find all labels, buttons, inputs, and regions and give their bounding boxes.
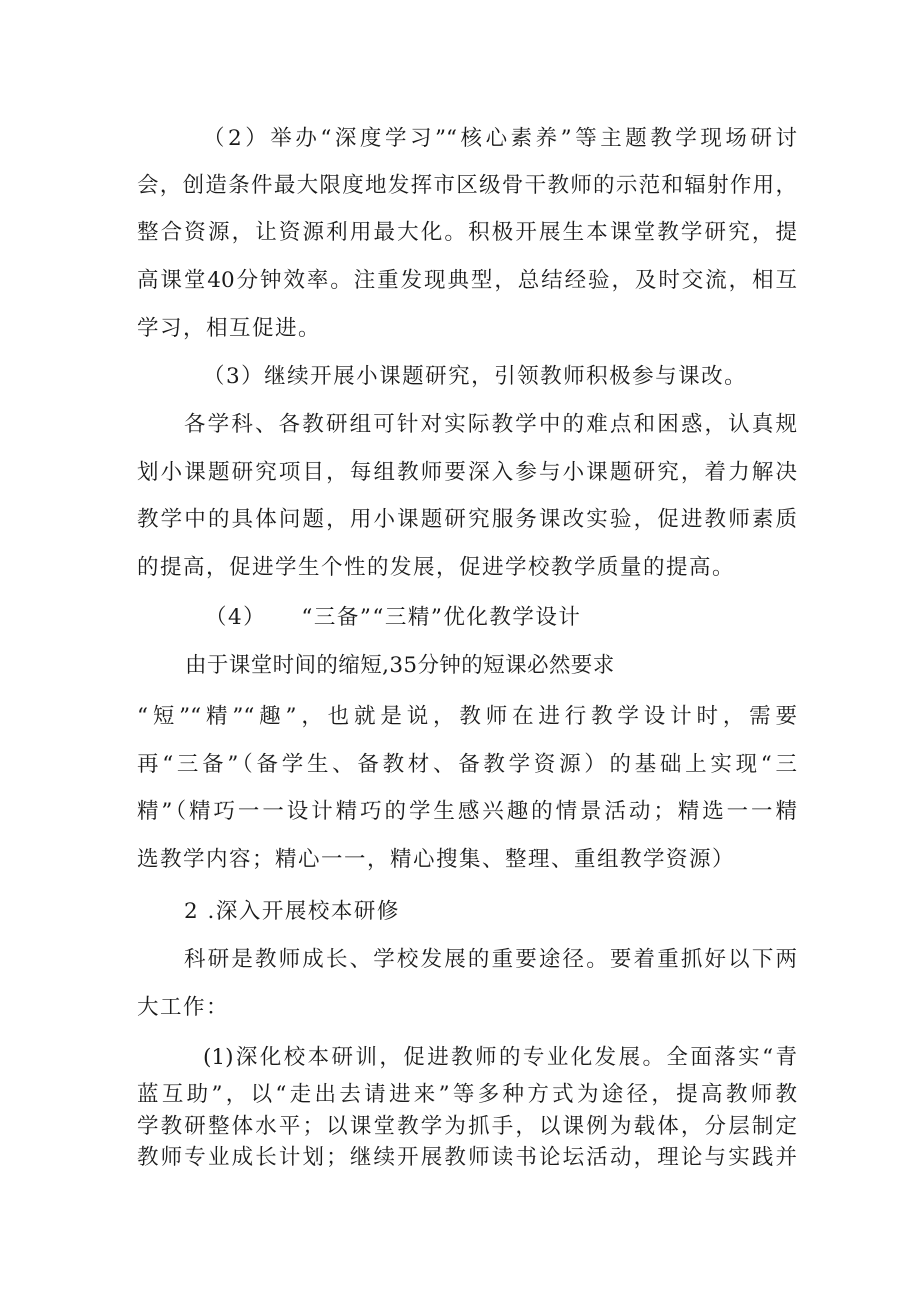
paragraph-line: “短”“精”“趣”，也就是说，教师在进行教学设计时，需要	[137, 704, 797, 729]
paragraph-line: 学教研整体水平；以课堂教学为抓手，以课例为载体，分层制定	[137, 1114, 797, 1139]
paragraph-line: 蓝互助”，以“走出去请进来”等多种方式为途径，提高教师教	[137, 1082, 797, 1107]
paragraph-line: 整合资源，让资源利用最大化。积极开展生本课堂教学研究，提	[137, 220, 797, 245]
paragraph-line: 的提高，促进学生个性的发展，促进学校教学质量的提高。	[137, 555, 736, 580]
paragraph-line: 划小课题研究项目，每组教师要深入参与小课题研究，着力解决	[137, 460, 797, 485]
paragraph-line: 选教学内容；精心一一，精心搜集、整理、重组教学资源）	[137, 847, 736, 872]
paragraph-line: 再“三备”（备学生、备教材、备教学资源）的基础上实现“三	[137, 752, 797, 777]
paragraph-line: 精”（精巧一一设计精巧的学生感兴趣的情景活动；精选一一精	[137, 799, 797, 824]
paragraph-line: 由于课堂时间的缩短,35分钟的短课必然要求	[185, 653, 615, 678]
paragraph-line: 教师专业成长计划；继续开展教师读书论坛活动，理论与实践并	[137, 1145, 797, 1170]
paragraph-line: （2）举办“深度学习”“核心素养”等主题教学现场研讨	[203, 126, 797, 151]
paragraph-line: 会，创造条件最大限度地发挥市区级骨干教师的示范和辐射作用，	[137, 173, 797, 198]
paragraph-line: 各学科、各教研组可针对实际教学中的难点和困惑，认真规	[184, 412, 797, 437]
paragraph-line: 学习，相互促进。	[137, 316, 322, 341]
section-heading: 2 .深入开展校本研修	[184, 899, 400, 924]
paragraph-line: (1)深化校本研训，促进教师的专业化发展。全面落实“青	[203, 1045, 797, 1070]
paragraph-line: 科研是教师成长、学校发展的重要途径。要着重抓好以下两	[184, 947, 797, 972]
section-heading: （4） “三备”“三精”优化教学设计	[205, 605, 582, 630]
paragraph-line: 大工作：	[137, 995, 230, 1020]
section-heading: （3）继续开展小课题研究，引领教师积极参与课改。	[203, 364, 748, 389]
paragraph-line: 高课堂40分钟效率。注重发现典型，总结经验，及时交流，相互	[137, 268, 797, 293]
paragraph-line: 教学中的具体问题，用小课题研究服务课改实验，促进教师素质	[137, 507, 797, 532]
